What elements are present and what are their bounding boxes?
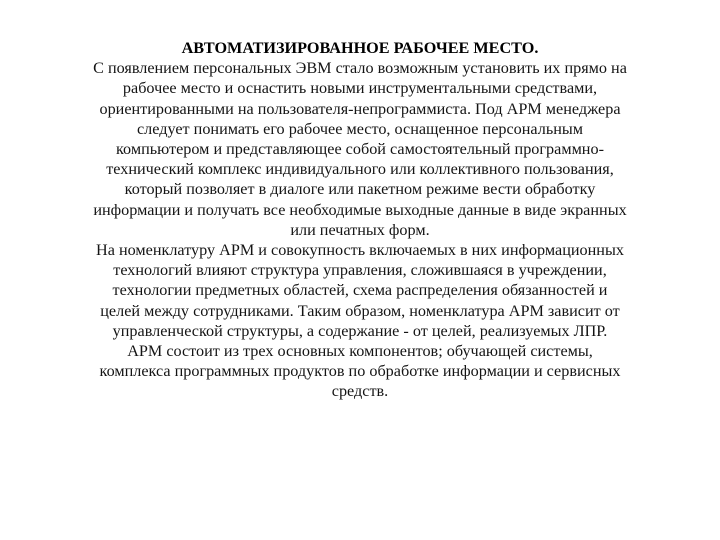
text-line: средств. xyxy=(331,382,389,401)
text-block xyxy=(40,38,680,402)
text-line: целей между сотрудниками. Таким образом, номенклатура АРМ зависит от xyxy=(100,301,620,320)
text-line: комплекса программных продуктов по обработке информации и сервисных xyxy=(99,362,621,381)
text-line: управленческой структуры, а содержание - от целей, реализуемых ЛПР. xyxy=(112,321,608,340)
text-line: технологий влияют структура управления, сложившаяся в учреждении, xyxy=(113,261,607,280)
text-line: ориентированными на пользователя-непрограммиста. Под АРМ менеджера xyxy=(99,99,621,118)
text-line: компьютером и представляющее собой самостоятельный программно- xyxy=(116,140,604,159)
text-line: С появлением персональных ЭВМ стало возможным установить их прямо на xyxy=(93,59,627,78)
text-line: На номенклатуру АРМ и совокупность включаемых в них информационных xyxy=(96,241,624,260)
document-title: АВТОМАТИЗИРОВАННОЕ РАБОЧЕЕ МЕСТО. xyxy=(181,39,539,57)
text-line: АРМ состоит из трех основных компонентов; обучающей системы, xyxy=(127,342,593,361)
text-line: технический комплекс индивидуального или коллективного пользования, xyxy=(106,160,614,179)
text-line: который позволяет в диалоге или пакетном режиме вести обработку xyxy=(124,180,596,199)
text-line: технологии предметных областей, схема распределения обязанностей и xyxy=(112,281,608,300)
text-line: информации и получать все необходимые выходные данные в виде экранных xyxy=(93,200,627,219)
text-line: рабочее место и оснастить новыми инструментальными средствами, xyxy=(122,79,598,98)
text-line: следует понимать его рабочее место, оснащенное персональным xyxy=(137,119,583,138)
text-line: или печатных форм. xyxy=(290,220,430,239)
